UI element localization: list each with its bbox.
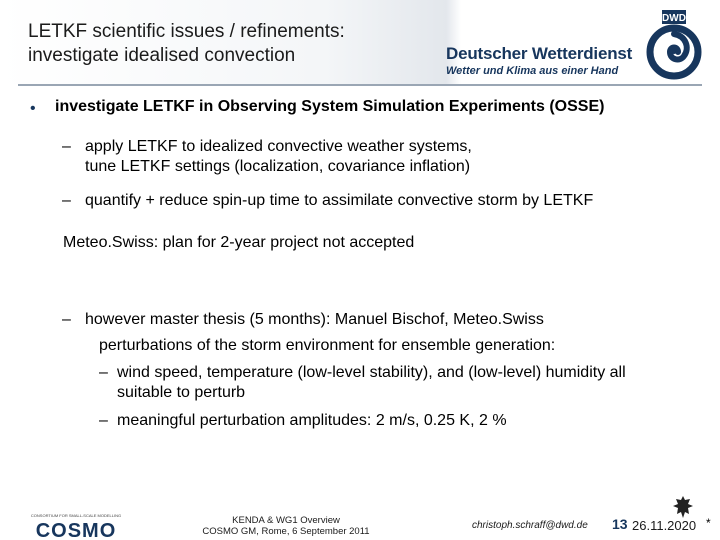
title-line-1: LETKF scientific issues / refinements: [28,21,345,42]
perturbation-item-variables-line-2: suitable to perturb [117,384,246,401]
emblem-label: DWD [662,13,686,24]
cosmo-wordmark: COSMO [35,520,117,540]
page-number: 13 [612,516,628,532]
cosmo-tagline: CONSORTIUM FOR SMALL-SCALE MODELLING [30,513,122,518]
sub-point-thesis [62,310,544,330]
sub-point-quantify-text: quantify + reduce spin-up time to assimilate convective storm by LETKF [85,192,594,209]
dash-glyph: – [62,138,71,155]
footer-event-line-1: KENDA & WG1 Overview [232,515,340,526]
perturbation-item-variables-line-1: wind speed, temperature (low-level stability), and (low-level) humidity all [117,364,626,381]
dwd-emblem-icon [640,8,706,80]
sub-point-quantify [62,191,593,211]
footer-event [196,515,376,537]
dash-glyph: – [62,192,71,209]
sub-point-apply-line-2: tune LETKF settings (localization, covariance inflation) [85,158,471,175]
meteoswiss-note: Meteo.Swiss: plan for 2-year project not accepted [63,234,415,251]
org-name: Deutscher Wetterdienst [446,44,633,63]
dash-glyph: – [99,364,108,381]
footer-email: christoph.schraff@dwd.de [472,520,588,531]
footer-date: 26.11.2020 [632,518,697,533]
slide-title [28,20,345,68]
cosmo-logo-icon [22,512,130,540]
footer-star: * [706,516,711,530]
sub-point-apply [62,137,472,177]
header-divider [18,84,702,86]
perturbation-item-variables [99,363,626,403]
main-point: investigate LETKF in Observing System Simulation Experiments (OSSE) [55,98,605,115]
dash-glyph: – [62,311,71,328]
bullet-glyph: • [30,100,36,117]
sub-point-thesis-text: however master thesis (5 months): Manuel Bischof, Meteo.Swiss [85,311,544,328]
dash-glyph: – [99,412,108,429]
sub-point-apply-line-1: apply LETKF to idealized convective weather systems, [85,138,472,155]
perturbation-item-amplitudes-text: meaningful perturbation amplitudes: 2 m/s, 0.25 K, 2 % [117,412,507,429]
footer-event-line-2: COSMO GM, Rome, 6 September 2011 [202,526,370,537]
title-line-2: investigate idealised convection [28,45,296,66]
org-tagline: Wetter und Klima aus einer Hand [446,65,619,77]
dwd-wordmark [446,44,636,77]
eagle-emblem-icon [672,494,694,520]
perturbation-intro: perturbations of the storm environment for ensemble generation: [99,337,556,354]
perturbation-item-amplitudes [99,411,507,431]
